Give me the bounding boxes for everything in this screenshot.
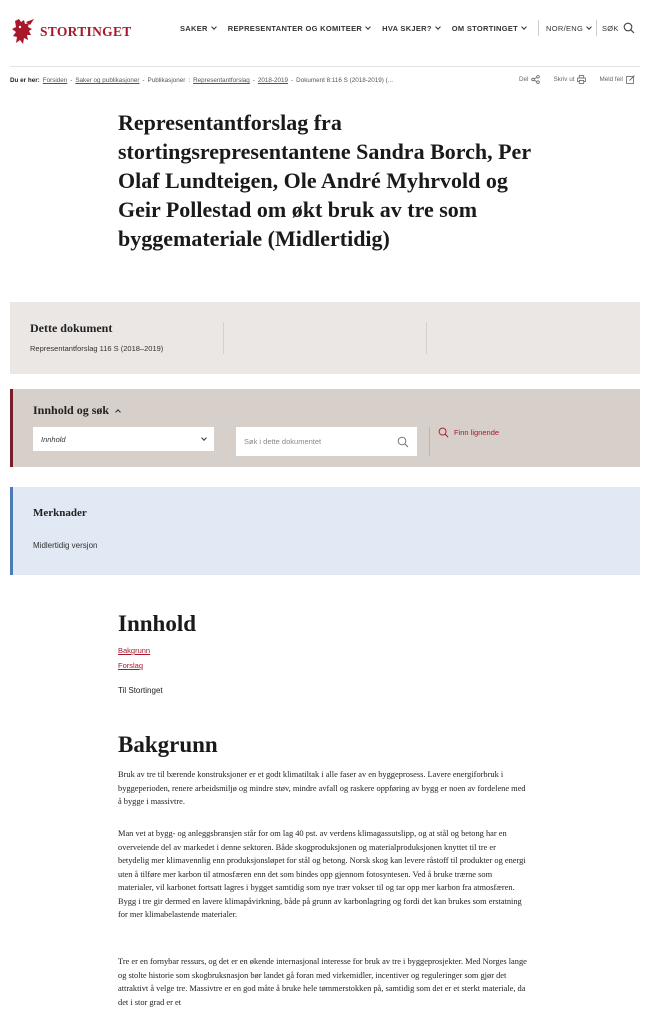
content-search-heading: Innhold og søk (33, 403, 110, 417)
find-similar-label: Finn lignende (454, 428, 500, 437)
main-nav (180, 24, 526, 33)
breadcrumb-link[interactable]: Saker og publikasjoner (75, 77, 140, 84)
breadcrumb-link[interactable]: Representantforslag (193, 77, 250, 84)
breadcrumb-text: Publikasjoner (147, 77, 186, 84)
breadcrumb-lead: Du er her: (10, 77, 40, 84)
toc-link-bakgrunn[interactable]: Bakgrunn (118, 646, 151, 655)
language-label: NOR/ENG (546, 24, 584, 33)
lion-crest-icon (10, 18, 36, 46)
nav-item-saker[interactable] (180, 24, 216, 33)
breadcrumb-separator: - (70, 77, 73, 84)
share-label: Del (519, 76, 529, 83)
chevron-down-icon (521, 24, 527, 30)
divider (538, 20, 539, 36)
find-similar-link[interactable] (438, 427, 499, 438)
chevron-down-icon (586, 24, 592, 30)
paragraph: Man vet at bygg- og anleggsbransjen står for om lag 40 pst. av verdens klimagassutslipp, og at stål og betong har en overveiende del av markedet i denne sektoren. Både skogproduksjonen og materialproduksjonen knyttet til tre er betydelig mer klimavennlig enn produksjonsløpet for stål og betong. Norsk skog kan levere råstoff til produkter og energi uten å tilføre mer karbon til atmosfæren enn det som bindes opp gjennom fotosyntesen. Ved å bruke trærne som materialer, vil karbonet fortsatt lagres i bygget samtidig som nye trær vokser til og tar opp mer karbon fra atmosfæren. Bygg i tre gir dermed en lavere klimapåvirkning, både på grunn av karbonlagring og fordi det kan brukes som erstatning for mer klimabelastende materialer. (118, 829, 526, 919)
breadcrumb-link[interactable]: Forsiden (42, 77, 68, 84)
logo-text: STORTINGET (40, 24, 132, 39)
search-icon (438, 427, 449, 438)
nav-label: REPRESENTANTER OG KOMITEER (227, 24, 363, 33)
header-divider (10, 66, 640, 67)
page-title: Representantforslag fra stortingsrepresentantene Sandra Borch, Per Olaf Lundteigen, Ole André Myhrvold og Geir Pollestad om økt bruk av tre som byggemateriale (Midlertidig) (118, 110, 531, 251)
chevron-down-icon (365, 24, 371, 30)
language-switch[interactable] (546, 24, 591, 33)
document-info-panel (10, 302, 640, 374)
breadcrumb-separator: - (142, 77, 145, 84)
report-label: Meld feil (599, 76, 623, 83)
divider (223, 322, 224, 354)
toc-item-til-stortinget: Til Stortinget (118, 686, 163, 695)
notes-heading: Merknader (33, 507, 87, 519)
print-label: Skriv ut (553, 76, 575, 83)
content-select-value: Innhold (41, 434, 66, 444)
chevron-up-icon (115, 409, 121, 415)
divider (426, 322, 427, 354)
divider (596, 20, 597, 36)
notes-text: Midlertidig versjon (33, 541, 98, 550)
nav-item-om-stortinget[interactable] (452, 24, 526, 33)
logo[interactable] (10, 18, 132, 46)
breadcrumb-separator: : (188, 77, 191, 84)
document-info-heading: Dette dokument (30, 321, 113, 335)
breadcrumb-separator: - (252, 77, 255, 84)
breadcrumb-current: Dokument 8:116 S (2018-2019) (... (296, 77, 393, 84)
edit-icon (626, 75, 635, 84)
nav-label: SAKER (180, 24, 208, 33)
site-search-button[interactable] (602, 22, 635, 34)
paragraph: Tre er en fornybar ressurs, og det er en økende internasjonal interesse for bruk av tre i byggeprosjekter. Med Norges lange og stolte historie som skogbruksnasjon bør landet gå foran med virkemidler, incentiver og reguleringer som gjør det attraktivt å velge tre. Massivtre er en god måte å bruke hele tømmerstokken på, samtidig som det er et sterkt materiale, da det i stor grad er et (118, 957, 527, 1007)
section-heading: Bakgrunn (118, 732, 218, 757)
content-search-panel (10, 389, 640, 467)
breadcrumb (10, 77, 393, 84)
chevron-down-icon (435, 24, 441, 30)
document-search-input[interactable] (236, 427, 417, 456)
report-error-button[interactable] (599, 75, 634, 84)
breadcrumb-separator: - (291, 77, 294, 84)
nav-label: HVA SKJER? (382, 24, 432, 33)
chevron-down-icon (211, 24, 217, 30)
toc-link-forslag[interactable]: Forslag (118, 661, 144, 670)
share-icon (531, 75, 540, 84)
search-label: SØK (602, 23, 619, 33)
breadcrumb-link[interactable]: 2018-2019 (257, 77, 289, 84)
nav-item-hva-skjer[interactable] (382, 24, 440, 33)
printer-icon (577, 75, 586, 84)
divider (429, 427, 430, 456)
print-button[interactable] (553, 75, 586, 84)
notes-panel (10, 487, 640, 575)
content-select[interactable] (33, 427, 214, 451)
search-icon (623, 22, 635, 34)
site-header (0, 0, 650, 60)
nav-label: OM STORTINGET (451, 24, 519, 33)
search-icon[interactable] (397, 436, 409, 448)
search-placeholder: Søk i dette dokumentet (244, 437, 322, 446)
chevron-down-icon (201, 435, 207, 441)
document-info-value: Representantforslag 116 S (2018–2019) (30, 344, 164, 353)
share-button[interactable] (519, 75, 540, 84)
page-tools (519, 75, 635, 84)
paragraph: Bruk av tre til bærende konstruksjoner er et godt klimatiltak i alle faser av en byggeprosess. Lavere energiforbruk i byggeperioden, renere arbeidsmiljø og mindre støv, mindre avfall og raskere oppføring av bygg er noen av fordelene med å bygge i massivtre. (118, 770, 526, 806)
nav-item-representanter[interactable] (228, 24, 370, 33)
content-search-toggle[interactable] (33, 403, 120, 418)
toc-heading: Innhold (118, 611, 197, 636)
